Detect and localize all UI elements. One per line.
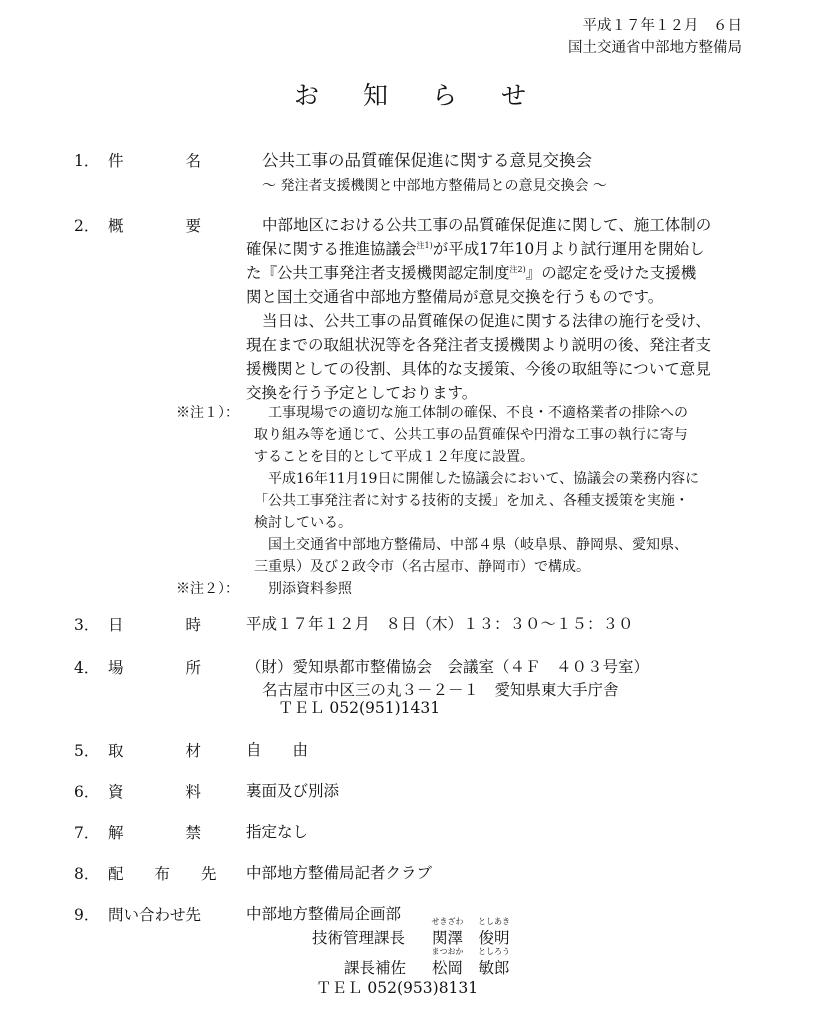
name-part: 松岡 [432,959,464,977]
section-8-number: 8． [74,865,100,883]
section-6-label: 資 料 [108,783,202,801]
issue-date: 平成１７年１２月 ６日 [582,18,742,34]
section-9-label: 問い合わせ先 [108,906,202,924]
section-3-number: 3． [74,616,100,634]
section-6-number: 6． [74,783,100,801]
overview-text-part: た『公共工事発注者支援機関認定制度 [246,264,510,282]
section-7-number: 7． [74,824,100,842]
title-char: せ [501,81,527,110]
section-7-label: 解 禁 [108,824,202,842]
coverage-value: 自 由 [246,741,309,759]
overview-line: 交換を行う予定としております。 [246,384,478,402]
furigana: としろう [478,947,511,956]
section-4-label: 場 所 [108,659,202,677]
section-1-number: 1． [74,152,100,170]
section-5-number: 5． [74,742,100,760]
materials-value: 裏面及び別添 [246,782,340,800]
contact-2-given-name [478,947,511,979]
contact-phone: ＴＥＬ 052(953)8131 [316,979,479,997]
venue-phone: ＴＥＬ 052(951)1431 [278,699,441,717]
overview-text-part: が平成17年10月より試行運用を開始し [432,240,705,258]
title-char: 知 [362,81,388,110]
note-line: することを目的として平成１２年度に設置。 [254,449,534,465]
section-3-label: 日 時 [108,616,202,634]
contact-2-role: 課長補佐 [344,959,407,977]
note-line: 「公共工事発注者に対する技術的支援」を加え、各種支援策を実施・ [254,493,689,509]
section-8-label: 配 布 先 [108,865,217,883]
note-1-label: ※注１）： [176,405,239,421]
note-ref-1: 注1) [416,241,433,250]
embargo-value: 指定なし [246,823,309,841]
overview-line: 関と国土交通省中部地方整備局が意見交換を行うものです。 [246,288,664,306]
overview-line [246,262,696,284]
overview-line: 現在までの取組状況等を各発注者支援機関より説明の後、発注者支 [246,336,712,354]
event-subtitle: ～ 発注者支援機関と中部地方整備局との意見交換会 ～ [262,178,607,194]
note-line: 取り組み等を通じて、公共工事の品質確保や円滑な工事の執行に寄与 [254,427,688,443]
overview-line: 援機関としての役割、具体的な支援策、今後の取組等について意見 [246,360,711,378]
note-2-label: ※注２）： [176,581,239,597]
section-5-label: 取 材 [108,742,202,760]
furigana: まつおか [431,947,464,956]
note-line: 国土交通省中部地方整備局、中部４県（岐阜県、静岡県、愛知県、 [268,537,688,553]
furigana: としあき [478,917,511,926]
section-4-number: 4． [74,659,100,677]
title-char: ら [432,81,458,110]
note-ref-2: 注2) [509,265,526,274]
page-title [0,78,820,114]
overview-line [246,238,705,260]
name-part: 関澤 [432,929,464,947]
note-line: 工事現場での適切な施工体制の確保、不良・不適格業者の排除への [268,405,688,421]
name-part: 敏郎 [478,959,510,977]
furigana: せきざわ [431,917,464,926]
name-part: 俊明 [478,929,510,947]
contact-department: 中部地方整備局企画部 [246,905,402,923]
venue-address: 名古屋市中区三の丸３－２－１ 愛知県東大手庁舎 [262,681,619,699]
overview-text-part: 』の認定を受けた支援機 [525,264,697,282]
note-2-text: 別添資料参照 [268,581,352,597]
section-2-label: 概 要 [108,217,202,235]
overview-line: 当日は、公共工事の品質確保の促進に関する法律の施行を受け、 [262,312,711,330]
note-line: 平成16年11月19日に開催した協議会において、協議会の業務内容に [268,471,700,487]
section-2-number: 2． [74,217,100,235]
issuing-organization: 国土交通省中部地方整備局 [568,40,742,56]
note-line: 三重県）及び２政令市（名古屋市、静岡市）で構成。 [254,559,590,575]
distribution-value: 中部地方整備局記者クラブ [246,864,433,882]
note-line: 検討している。 [254,515,352,531]
contact-1-role: 技術管理課長 [312,929,406,947]
venue-name: （財）愛知県都市整備協会 会議室（４Ｆ ４０３号室） [246,658,650,676]
overview-text-part: 確保に関する推進協議会 [246,240,417,258]
title-char: お [293,81,319,110]
overview-line: 中部地区における公共工事の品質確保促進に関して、施工体制の [262,216,712,234]
event-datetime: 平成１７年１２月 ８日（木）１３：３０～１５：３０ [246,615,634,633]
section-1-label: 件 名 [108,152,202,170]
event-name: 公共工事の品質確保促進に関する意見交換会 [262,151,592,170]
section-9-number: 9． [74,906,100,924]
